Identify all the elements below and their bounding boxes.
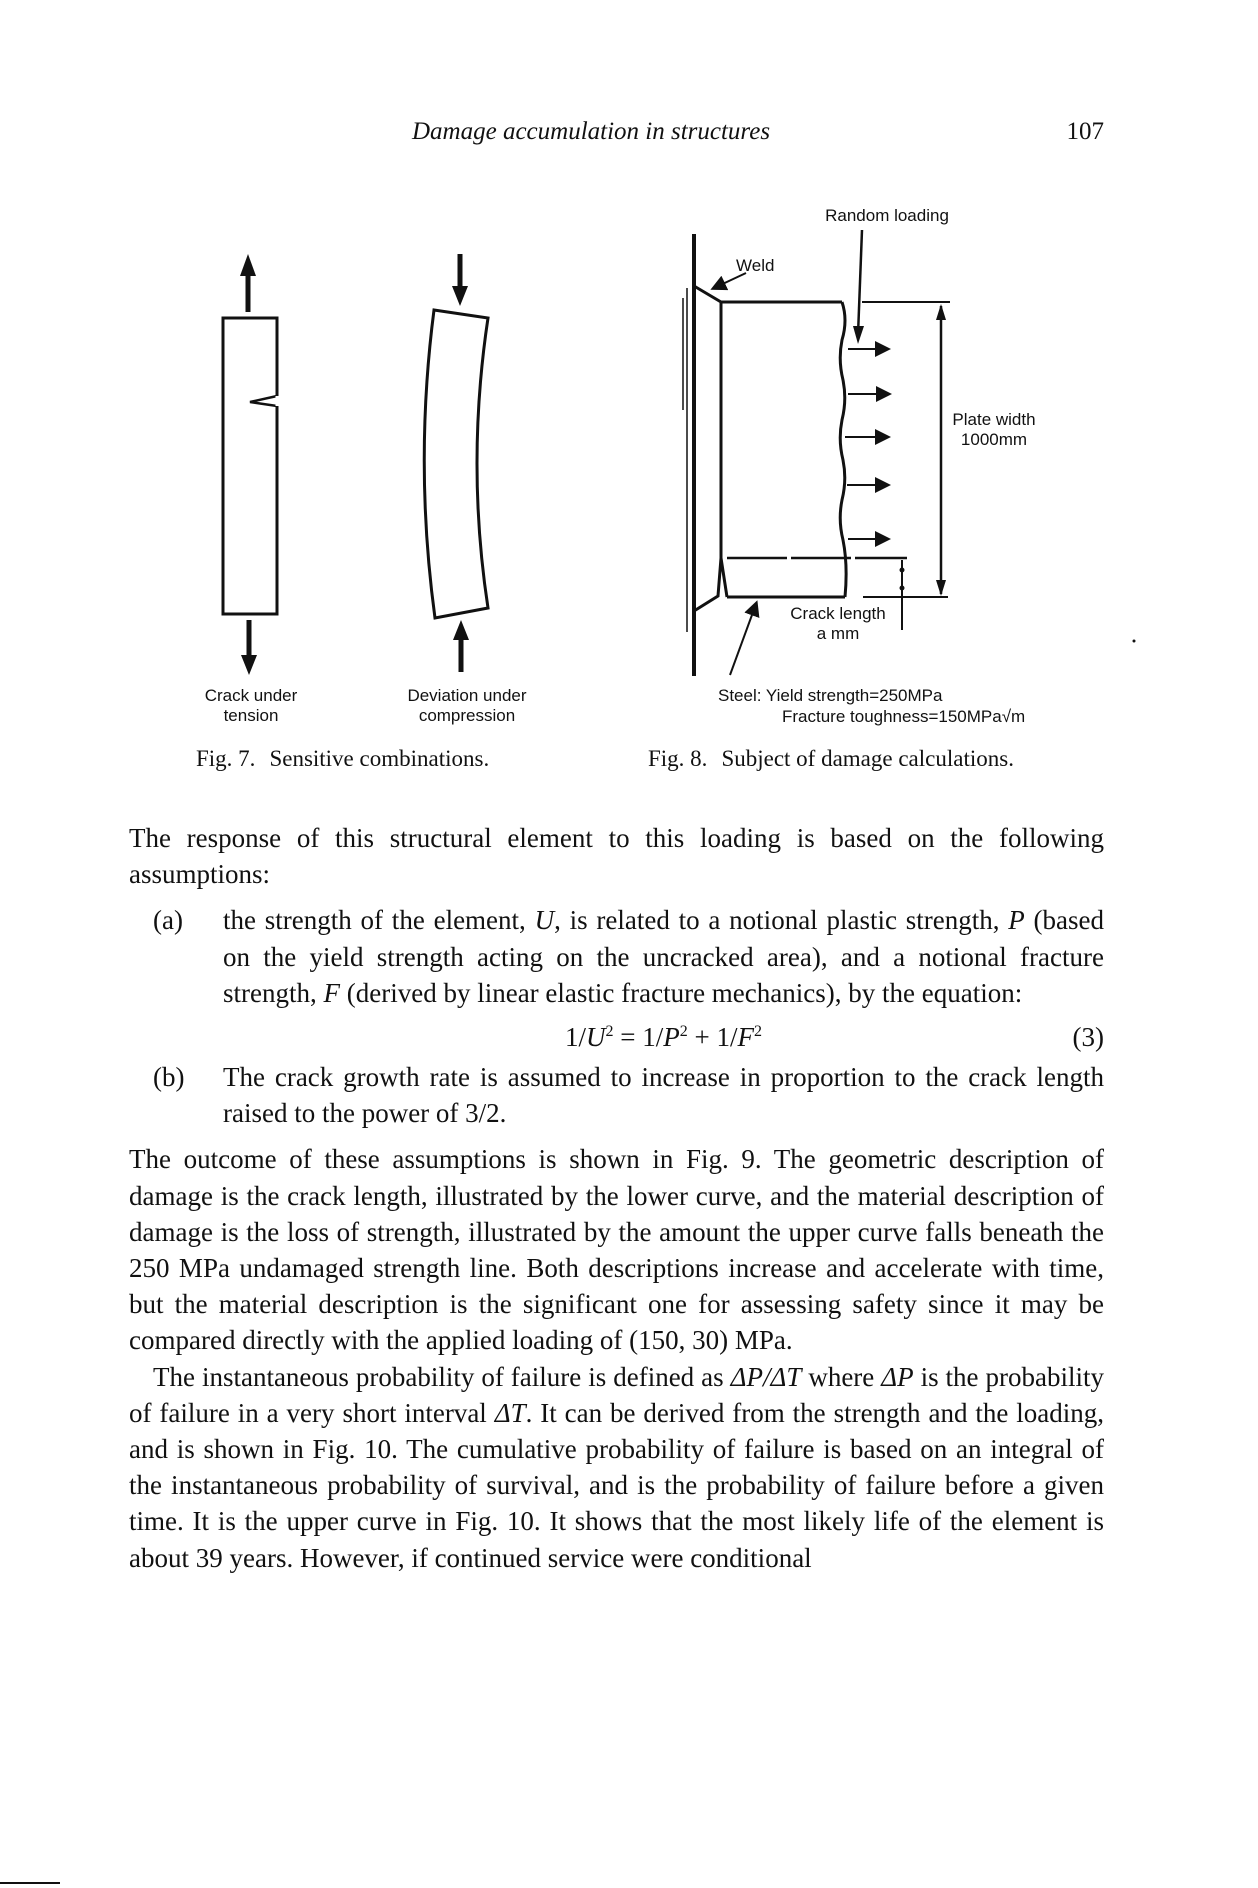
fig7-caption <box>196 746 489 772</box>
running-head-title: Damage accumulation in structures <box>412 118 771 145</box>
fig8-label-plate-width <box>944 410 1044 450</box>
fig8-label-fracture-toughness: Fracture toughness=150MPa√m <box>782 707 1026 726</box>
fig8-plate <box>694 286 907 611</box>
fig7-cracked-bar <box>223 318 277 614</box>
eq-exp-1: 2 <box>605 1023 614 1041</box>
fig7-label-left-line2: tension <box>223 706 279 725</box>
fig8-label-crack-length <box>778 604 898 644</box>
equation-3 <box>129 1015 1104 1059</box>
fig8-dimension-plate-width <box>862 302 950 597</box>
assumption-a-text-4: (derived by linear elastic fracture mechanics), by the equation: <box>340 977 1023 1008</box>
eq-var-f: F <box>737 1022 754 1053</box>
para3-dp: ΔP <box>881 1361 914 1392</box>
fig8-label-plate-width-line2: 1000mm <box>960 430 1028 449</box>
fig7-caption-number: Fig. 7. <box>196 746 256 771</box>
fig7-label-left <box>196 686 306 726</box>
para3-dt: ΔT <box>494 1397 526 1428</box>
fig8-caption-text: Subject of damage calculations. <box>721 746 1014 771</box>
paragraph-probability <box>129 1359 1104 1576</box>
fig8-label-random-loading: Random loading <box>825 206 949 225</box>
paragraph-outcome: The outcome of these assumptions is shown in Fig. 9. The geometric description of damage is the crack length, illustrated by the lower curve, and the material description of damage is the loss of strength, illustrated by the amount the upper curve falls beneath the 250 MPa undamaged strength line. Both descriptions increase and accelerate with time, but the material description is the significant one for assessing safety since it may be compared directly with the applied loading of (150, 30) MPa. <box>129 1144 1104 1356</box>
fig7-caption-text: Sensitive combinations. <box>269 746 490 771</box>
para3-text-3: is the probability of failure in a very short interval <box>129 1361 1104 1428</box>
body-text <box>129 820 1104 1576</box>
assumption-a-text-1: the strength of the element, <box>223 905 535 936</box>
fig8-support-wall <box>683 234 694 676</box>
fig8-label-crack-length-line2: a mm <box>816 624 860 643</box>
eq-exp-2: 2 <box>679 1023 688 1041</box>
paragraph-intro-text: The response of this structural element to this loading is based on the following assumptions: <box>129 823 1104 890</box>
var-p: P <box>1008 905 1025 936</box>
assumption-a-text-3: (based on the yield strength acting on the uncracked area), and a notional fracture strength, <box>223 905 1104 1008</box>
fig8-caption <box>648 746 1014 772</box>
fig8-load-arrows-icon <box>845 349 888 539</box>
assumption-a <box>129 902 1104 1011</box>
fig7-tension-arrow-up-icon <box>240 254 256 312</box>
stray-mark <box>1133 640 1136 643</box>
assumption-b-text: The crack growth rate is assumed to increase in proportion to the crack length raised to the power of 3/2. <box>223 1062 1104 1129</box>
fig7-bowed-bar <box>424 310 488 618</box>
fig8-label-crack-length-line1: Crack length <box>790 604 886 623</box>
page-edge-rule <box>0 1882 60 1884</box>
fig7-label-right <box>392 686 542 726</box>
fig7-compression-arrow-down-icon <box>452 254 468 306</box>
fig8-dimension-crack-length <box>900 560 905 630</box>
fig8-caption-number: Fig. 8. <box>648 746 708 771</box>
eq-exp-3: 2 <box>753 1023 762 1041</box>
eq-lhs-prefix: 1/ <box>565 1022 587 1053</box>
fig8-random-loading-arrow-icon <box>853 230 864 344</box>
equation-number: (3) <box>1072 1022 1104 1053</box>
var-f: F <box>323 977 340 1008</box>
eq-plus: + 1/ <box>687 1022 738 1053</box>
eq-var-p: P <box>663 1022 680 1053</box>
page-number: 107 <box>1066 118 1104 145</box>
para3-text-2: where <box>801 1361 882 1392</box>
para3-dp-dt: ΔP/ΔT <box>730 1361 802 1392</box>
assumption-b-marker: (b) <box>153 1062 185 1093</box>
paragraph-intro <box>129 820 1104 892</box>
assumption-a-marker: (a) <box>153 905 183 936</box>
eq-equals: = 1/ <box>613 1022 664 1053</box>
fig8-steel-pointer-icon <box>730 604 756 675</box>
para3-text-4: . It can be derived from the strength and the loading, and is shown in Fig. 10. The cumulative probability of failure is based on an integral of the instantaneous probability of survival, and is the probability of failure before a given time. It is the upper curve in Fig. 10. It shows that the most likely life of the element is about 39 years. However, if continued service were conditional <box>129 1397 1104 1573</box>
var-u: U <box>534 905 555 936</box>
fig7-tension-arrow-down-icon <box>241 620 257 675</box>
fig8-label-weld: Weld <box>736 256 775 275</box>
assumption-b <box>129 1059 1104 1131</box>
fig7-compression-arrow-up-icon <box>453 620 469 672</box>
para3-text-1: The instantaneous probability of failure is defined as <box>153 1361 731 1392</box>
assumption-a-text-2: , is related to a notional plastic strength, <box>554 905 1009 936</box>
fig7-label-right-line1: Deviation under <box>407 686 527 705</box>
fig7-label-left-line1: Crack under <box>204 686 298 705</box>
equation-body <box>565 1022 762 1052</box>
fig7-label-right-line2: compression <box>418 706 516 725</box>
fig8-label-plate-width-line1: Plate width <box>952 410 1036 429</box>
eq-var-u: U <box>586 1022 606 1053</box>
fig8-label-steel-yield: Steel: Yield strength=250MPa <box>718 686 943 705</box>
